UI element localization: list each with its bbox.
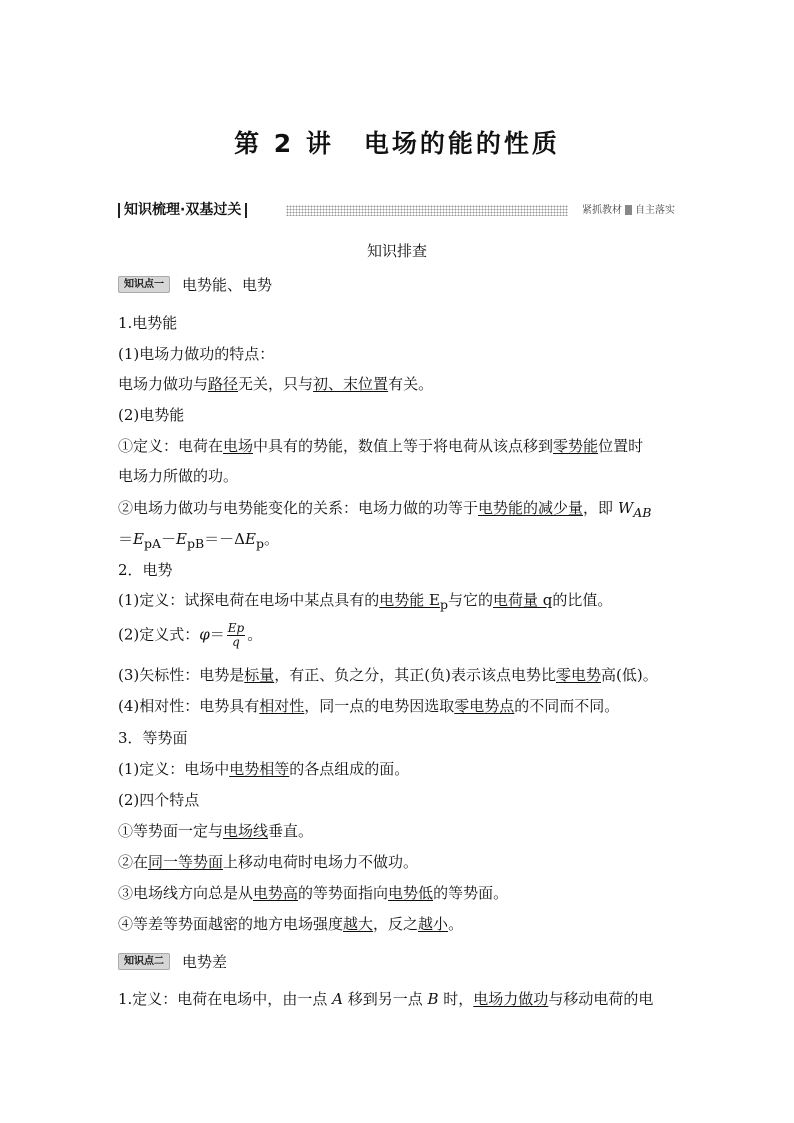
paragraph: ②在同一等势面上移动电荷时电场力不做功。: [118, 853, 419, 871]
blank-answer: 标量: [244, 666, 275, 684]
blank-answer: 越小: [418, 915, 449, 933]
banner-left-label: 知识梳理·双基过关: [118, 203, 247, 218]
blank-answer: 电场: [223, 437, 254, 455]
banner-separator: [625, 205, 632, 215]
blank-answer: 越大: [343, 915, 374, 933]
paragraph: ③电场线方向总是从电势高的等势面指向电势低的等势面。: [118, 884, 509, 902]
paragraph: 电场力做功与路径无关，只与初、末位置有关。: [118, 375, 434, 393]
paragraph: ②电场力做功与电势能变化的关系：电场力做的功等于电势能的减少量，即 $W_{AB}$: [118, 499, 652, 520]
blank-answer: 电势相等: [229, 760, 290, 778]
blank-answer: 电势低: [388, 884, 434, 902]
knowledge-point-1: [118, 275, 272, 293]
banner-right-labels: [579, 203, 678, 218]
section-subtitle: 知识排查: [366, 242, 427, 260]
knowledge-point-tag: 知识点二: [118, 953, 170, 970]
blank-answer: 电场力做功: [473, 990, 549, 1008]
banner-right-label-1: 紧抓教材: [582, 205, 622, 216]
page-title: [0, 124, 794, 160]
heading-potential-energy: 1.电势能: [118, 314, 178, 332]
paragraph: ④等差等势面越密的地方电场强度越大，反之越小。: [118, 915, 464, 933]
knowledge-point-tag: 知识点一: [118, 276, 170, 293]
blank-answer: 电场线: [223, 822, 269, 840]
paragraph: (1)定义：电场中电势相等的各点组成的面。: [118, 760, 410, 778]
paragraph: (3)矢标性：电势是标量，有正、负之分，其正(负)表示该点电势比零电势高(低)。: [118, 666, 658, 684]
paragraph: ①定义：电荷在电场中具有的势能，数值上等于将电荷从该点移到零势能位置时: [118, 437, 644, 455]
heading-equipotential: 3．等势面: [118, 729, 188, 747]
blank-answer: 相对性: [259, 697, 305, 715]
paragraph: ①等势面一定与电场线垂直。: [118, 822, 314, 840]
paragraph: 电场力所做的功。: [118, 467, 239, 485]
blank-answer: 零电势点: [454, 697, 515, 715]
blank-answer: 电势能的减少量: [478, 499, 584, 517]
paragraph: (2)四个特点: [118, 791, 200, 809]
blank-answer: 路径: [208, 375, 239, 393]
blank-answer: 电势高: [253, 884, 299, 902]
title-lecture-number: 第 2 讲: [234, 129, 334, 158]
blank-answer: 零势能: [553, 437, 599, 455]
title-topic: 电场的能的性质: [363, 129, 560, 158]
blank-answer: 电荷量 q: [493, 591, 553, 609]
knowledge-point-name: 电势差: [182, 952, 228, 971]
paragraph: 1.定义：电荷在电场中，由一点 A 移到另一点 B 时，电场力做功与移动电荷的电: [118, 990, 654, 1008]
paragraph: (1)定义：试探电荷在电场中某点具有的电势能 $E_p$与它的电荷量 q的比值。: [118, 591, 613, 612]
paragraph: (1)电场力做功的特点：: [118, 345, 275, 363]
paragraph: (2)电势能: [118, 406, 185, 424]
banner-right-label-2: 自主落实: [635, 205, 675, 216]
formula-line: $=E_{pA}-E_{pB}=-\Delta E_p$。: [118, 530, 279, 551]
blank-answer: 电势能 $E_p$: [379, 591, 448, 612]
formula-line: (2)定义式：φ＝ $\frac{Ep}{q}$ 。: [118, 621, 263, 649]
blank-answer: 同一等势面: [148, 853, 224, 871]
knowledge-point-name: 电势能、电势: [182, 275, 273, 294]
section-banner: [118, 203, 678, 218]
banner-dotted-rule: [286, 205, 568, 216]
knowledge-point-2: [118, 952, 227, 970]
heading-potential: 2．电势: [118, 561, 173, 579]
blank-answer: 零电势: [555, 666, 601, 684]
fraction: $\frac{Ep}{q}$: [227, 621, 245, 649]
blank-answer: 初、末位置: [313, 375, 389, 393]
paragraph: (4)相对性：电势具有相对性，同一点的电势因选取零电势点的不同而不同。: [118, 697, 620, 715]
